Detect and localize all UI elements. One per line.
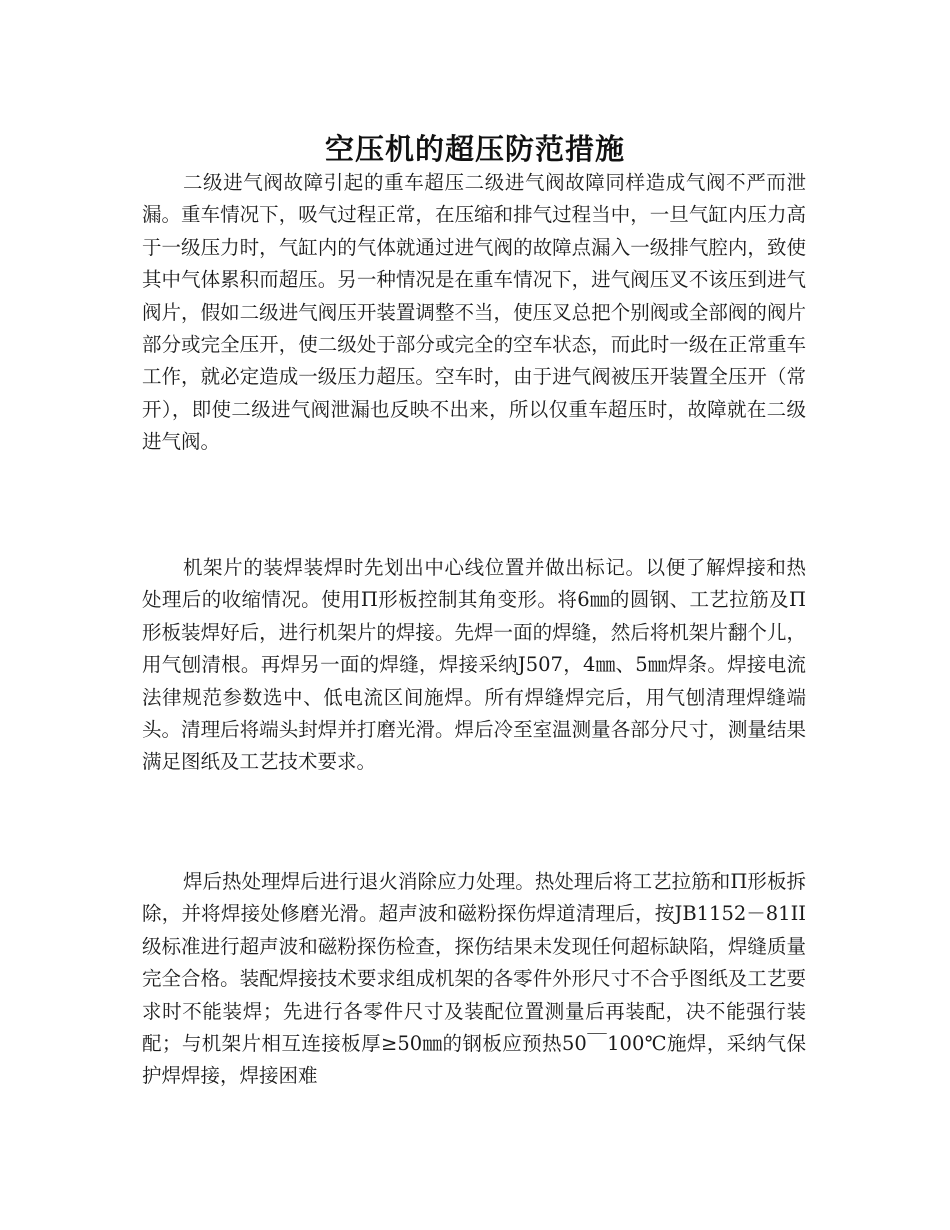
paragraph-frame-welding: 机架片的装焊装焊时先划出中心线位置并做出标记。以便了解焊接和热处理后的收缩情况。使用Π形板控制其角变形。将6㎜的圆钢、工艺拉筋及Π形板装焊好后，进行机架片的焊接。先焊一面的焊缝，然后将机架片翻个儿，用气刨清根。再焊另一面的焊缝，焊接采纳J507，4㎜、5㎜焊条。焊接电流法律规范参数选中、低电流区间施焊。所有焊缝焊完后，用气刨清理焊缝端头。清理后将端头封焊并打磨光滑。焊后冷至室温测量各部分尺寸，测量结果满足图纸及工艺技术要求。	[142, 556, 806, 774]
paragraph-intake-valve-fault: 二级进气阀故障引起的重车超压二级进气阀故障同样造成气阀不严而泄漏。重车情况下，吸气过程正常，在压缩和排气过程当中，一旦气缸内压力高于一级压力时，气缸内的气体就通过进气阀的故障点漏入一级排气腔内，致使其中气体累积而超压。另一种情况是在重车情况下，进气阀压叉不该压到进气阀片，假如二级进气阀压开装置调整不当，使压叉总把个别阀或全部阀的阀片部分或完全压开，使二级处于部分或完全的空车状态，而此时一级在正常重车工作，就必定造成一级压力超压。空车时，由于进气阀被压开装置全压开（常开），即使二级进气阀泄漏也反映不出来，所以仅重车超压时，故障就在二级进气阀。	[142, 171, 806, 454]
paragraph-post-weld-treatment: 焊后热处理焊后进行退火消除应力处理。热处理后将工艺拉筋和Π形板拆除，并将焊接处修磨光滑。超声波和磁粉探伤焊道清理后，按JB1152－81II级标准进行超声波和磁粉探伤检查，探伤结果未发现任何超标缺陷，焊缝质量完全合格。装配焊接技术要求组成机架的各零件外形尺寸不合乎图纸及工艺要求时不能装焊；先进行各零件尺寸及装配位置测量后再装配，决不能强行装配；与机架片相互连接板厚≥50㎜的钢板应预热50￣100℃施焊，采纳气保护焊焊接，焊接困难	[142, 870, 806, 1088]
document-title: 空压机的超压防范措施	[324, 132, 625, 167]
